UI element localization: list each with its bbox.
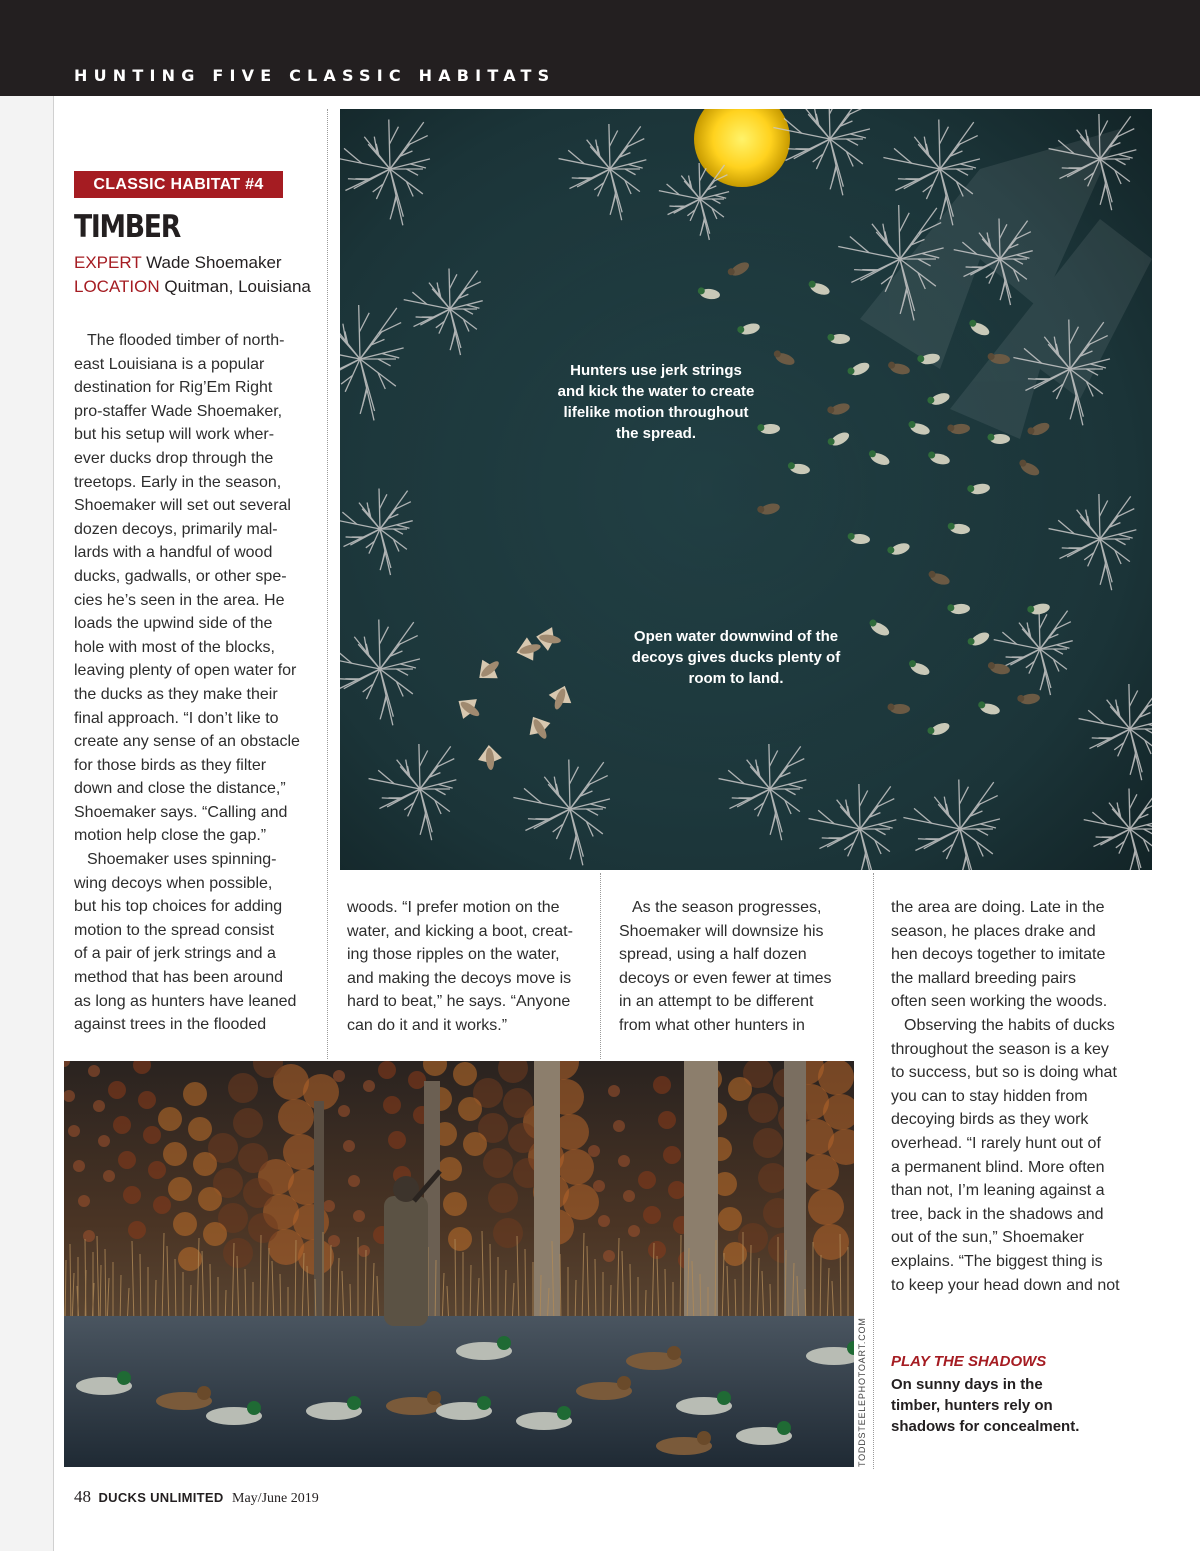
leaf-cluster	[508, 1123, 538, 1153]
callout-open-water	[622, 626, 850, 689]
leaf-cluster	[663, 1146, 681, 1164]
text-line: Hunters use jerk strings	[570, 362, 742, 379]
text-line: and kick the water to create	[557, 383, 755, 400]
leaf-cluster	[283, 1134, 319, 1170]
text-line: the mallard breeding pairs	[891, 969, 1076, 987]
leaf-cluster	[448, 1227, 472, 1251]
text-line: tree, back in the shadows and	[891, 1205, 1104, 1223]
leaf-cluster	[503, 1088, 533, 1118]
paragraph-2	[74, 848, 322, 1037]
leaf-cluster	[598, 1215, 610, 1227]
leaf-cluster	[378, 1061, 396, 1079]
leaf-cluster	[228, 1073, 258, 1103]
leaf-cluster	[128, 1221, 146, 1239]
leaf-cluster	[98, 1135, 110, 1147]
text-line: motion help close the gap.”	[74, 827, 267, 845]
paragraph-6	[891, 1014, 1151, 1297]
paragraph-5	[891, 896, 1151, 1014]
text-line: as long as hunters have leaned	[74, 992, 297, 1010]
leaf-cluster	[78, 1195, 90, 1207]
header-bar	[0, 0, 1200, 96]
leaf-cluster	[93, 1100, 105, 1112]
text-line: you can to stay hidden from	[891, 1087, 1088, 1105]
leaf-cluster	[453, 1062, 477, 1086]
text-line: decoys gives ducks plenty of	[631, 649, 841, 666]
column-rule	[600, 873, 601, 1059]
text-line: lifelike motion throughout	[563, 404, 749, 421]
leaf-cluster	[438, 1157, 462, 1181]
habitat-title: TIMBER	[74, 209, 180, 245]
article-column-4	[891, 896, 1151, 1297]
leaf-cluster	[108, 1081, 126, 1099]
page-margin-strip	[0, 0, 54, 1551]
leaf-cluster	[233, 1108, 263, 1138]
text-line: cies he’s seen in the area. He	[74, 591, 285, 609]
text-line: in an attempt to be different	[619, 993, 814, 1011]
text-line: Open water downwind of the	[633, 628, 839, 645]
leaf-cluster	[153, 1196, 171, 1214]
leaf-cluster	[628, 1225, 640, 1237]
leaf-cluster	[88, 1065, 100, 1077]
text-line: can do it and it works.”	[347, 1016, 508, 1034]
text-line: loads the upwind side of the	[74, 615, 273, 633]
paragraph-1	[74, 329, 322, 848]
article-column-2	[347, 896, 595, 1038]
text-line: Shoemaker says. “Calling and	[74, 803, 288, 821]
leaf-cluster	[168, 1177, 192, 1201]
leaf-cluster	[603, 1250, 615, 1262]
leaf-cluster	[338, 1105, 350, 1117]
leaf-cluster	[328, 1235, 340, 1247]
expert-line	[74, 253, 282, 273]
leaf-cluster	[588, 1145, 600, 1157]
text-line: to success, but so is doing what	[891, 1064, 1117, 1082]
leaf-cluster	[118, 1151, 136, 1169]
text-line: the spread.	[615, 425, 697, 442]
text-line: throughout the season is a key	[891, 1040, 1109, 1058]
leaf-cluster	[668, 1181, 686, 1199]
text-line: hen decoys together to imitate	[891, 946, 1106, 964]
text-line: lards with a handful of wood	[74, 544, 273, 562]
column-rule	[327, 109, 328, 1059]
leaf-cluster	[358, 1245, 370, 1257]
leaf-cluster	[458, 1097, 482, 1121]
leaf-cluster	[618, 1155, 630, 1167]
leaf-cluster	[188, 1117, 212, 1141]
leaf-cluster	[68, 1125, 80, 1137]
leaf-cluster	[493, 1218, 523, 1248]
expert-label: EXPERT	[74, 253, 142, 272]
leaf-cluster	[103, 1170, 115, 1182]
leaf-cluster	[443, 1192, 467, 1216]
leaf-cluster	[353, 1210, 365, 1222]
leaf-cluster	[463, 1132, 487, 1156]
section-title: HUNTING FIVE CLASSIC HABITATS	[74, 66, 556, 85]
photo-graphic	[64, 1061, 854, 1467]
leaf-cluster	[323, 1200, 335, 1212]
leaf-cluster	[748, 1093, 778, 1123]
text-line: ing those ripples on the water,	[347, 946, 560, 964]
leaf-cluster	[238, 1143, 268, 1173]
leaf-cluster	[613, 1120, 625, 1132]
leaf-cluster	[728, 1077, 752, 1101]
leaf-cluster	[73, 1160, 85, 1172]
text-line: than not, I’m leaning against a	[891, 1182, 1105, 1200]
leaf-cluster	[198, 1187, 222, 1211]
text-line: The flooded timber of north-	[87, 332, 285, 349]
text-line: the ducks as they make their	[74, 685, 278, 703]
text-line: method that has been around	[74, 969, 284, 987]
text-line: for those birds as they filter	[74, 756, 267, 774]
text-line: room to land.	[688, 670, 784, 687]
text-line: water, and kicking a boot, creat-	[347, 922, 573, 940]
illustration-graphic	[340, 109, 1152, 870]
leaf-cluster	[163, 1142, 187, 1166]
text-line: Observing the habits of ducks	[904, 1016, 1115, 1034]
leaf-cluster	[173, 1212, 197, 1236]
expert-name: Wade Shoemaker	[146, 253, 282, 272]
flooded-water	[64, 1316, 854, 1467]
column-rule	[873, 873, 874, 1469]
text-line: Shoemaker will downsize his	[619, 922, 824, 940]
leaf-cluster	[203, 1222, 227, 1246]
text-line: hard to beat,” he says. “Anyone	[347, 993, 571, 1011]
text-line: to keep your head down and not	[891, 1276, 1120, 1294]
magazine-name: DUCKS UNLIMITED	[98, 1490, 224, 1505]
leaf-cluster	[813, 1224, 849, 1260]
text-line: create any sense of an obstacle	[74, 733, 300, 751]
leaf-cluster	[123, 1186, 141, 1204]
text-line: decoys or even fewer at times	[619, 969, 832, 987]
text-line: treetops. Early in the season,	[74, 473, 282, 491]
text-line: leaving plenty of open water for	[74, 662, 297, 680]
leaf-cluster	[223, 1238, 253, 1268]
text-line: wing decoys when possible,	[74, 874, 273, 892]
leaf-cluster	[363, 1080, 375, 1092]
issue-date: May/June 2019	[232, 1491, 319, 1506]
leaf-cluster	[348, 1175, 360, 1187]
callout-jerk-strings	[546, 360, 766, 444]
caption-body: On sunny days in the timber, hunters rely on shadows for concealment.	[891, 1376, 1080, 1435]
text-line: decoying birds as they work	[891, 1111, 1089, 1129]
article-column-1	[74, 329, 322, 1037]
text-line: spread, using a half dozen	[619, 946, 807, 964]
leaf-cluster	[658, 1111, 676, 1129]
leaf-cluster	[808, 1189, 844, 1225]
text-line: season, he places drake and	[891, 922, 1096, 940]
text-line: motion to the spread consist	[74, 921, 275, 939]
leaf-cluster	[593, 1180, 605, 1192]
leaf-cluster	[248, 1213, 278, 1243]
text-line: As the season progresses,	[632, 899, 822, 916]
location-name: Quitman, Louisiana	[164, 277, 311, 296]
hunter-timber-photo	[64, 1061, 854, 1467]
text-line: explains. “The biggest thing is	[891, 1252, 1103, 1270]
leaf-cluster	[563, 1184, 599, 1220]
text-line: dozen decoys, primarily mal-	[74, 520, 278, 538]
text-line: but his setup will work wher-	[74, 426, 275, 444]
leaf-cluster	[608, 1085, 620, 1097]
leaf-cluster	[138, 1091, 156, 1109]
text-line: ducks, gadwalls, or other spe-	[74, 567, 287, 585]
leaf-cluster	[643, 1206, 661, 1224]
habitat-badge: CLASSIC HABITAT #4	[74, 171, 283, 198]
leaf-cluster	[148, 1161, 166, 1179]
text-line: a permanent blind. More often	[891, 1158, 1105, 1176]
leaf-cluster	[158, 1107, 182, 1131]
text-line: woods. “I prefer motion on the	[347, 899, 560, 916]
text-line: of a pair of jerk strings and a	[74, 945, 276, 963]
leaf-cluster	[383, 1096, 401, 1114]
leaf-cluster	[483, 1148, 513, 1178]
text-line: pro-staffer Wade Shoemaker,	[74, 402, 283, 420]
leaf-cluster	[558, 1149, 594, 1185]
leaf-cluster	[333, 1070, 345, 1082]
page-footer	[74, 1487, 319, 1507]
photo-credit: TODDSTEELEPHOTOART.COM	[857, 1317, 867, 1467]
paragraph-4	[619, 896, 867, 1038]
text-line: and making the decoys move is	[347, 969, 572, 987]
location-label: LOCATION	[74, 277, 160, 296]
decoy-spread-illustration	[340, 109, 1152, 870]
leaf-cluster	[408, 1071, 426, 1089]
text-line: Shoemaker will set out several	[74, 497, 291, 515]
leaf-cluster	[243, 1178, 273, 1208]
leaf-cluster	[183, 1082, 207, 1106]
location-line	[74, 277, 311, 297]
text-line: but his top choices for adding	[74, 898, 283, 916]
text-line: final approach. “I don’t like to	[74, 709, 279, 727]
leaf-cluster	[758, 1163, 788, 1193]
text-line: Shoemaker uses spinning-	[87, 851, 277, 869]
text-line: from what other hunters in	[619, 1016, 805, 1034]
leaf-cluster	[193, 1152, 217, 1176]
leaf-cluster	[623, 1190, 635, 1202]
leaf-cluster	[388, 1131, 406, 1149]
text-line: east Louisiana is a popular	[74, 355, 265, 373]
leaf-cluster	[653, 1076, 671, 1094]
page-number: 48	[74, 1487, 91, 1506]
text-line: destination for Rig’Em Right	[74, 379, 273, 397]
text-line: overhead. “I rarely hunt out of	[891, 1134, 1101, 1152]
text-line: ever ducks drop through the	[74, 449, 274, 467]
leaf-cluster	[143, 1126, 161, 1144]
leaf-cluster	[638, 1171, 656, 1189]
text-line: the area are doing. Late in the	[891, 899, 1105, 916]
leaf-cluster	[718, 1207, 742, 1231]
text-line: hole with most of the blocks,	[74, 638, 275, 656]
text-line: down and close the distance,”	[74, 780, 286, 798]
leaf-cluster	[488, 1183, 518, 1213]
paragraph-3	[347, 896, 595, 1038]
leaf-cluster	[753, 1128, 783, 1158]
caption-title: PLAY THE SHADOWS	[891, 1353, 1047, 1370]
text-line: against trees in the flooded	[74, 1016, 267, 1034]
text-line: often seen working the woods.	[891, 993, 1108, 1011]
leaf-cluster	[343, 1140, 355, 1152]
article-column-3	[619, 896, 867, 1038]
leaf-cluster	[113, 1116, 131, 1134]
text-line: out of the sun,” Shoemaker	[891, 1229, 1084, 1247]
